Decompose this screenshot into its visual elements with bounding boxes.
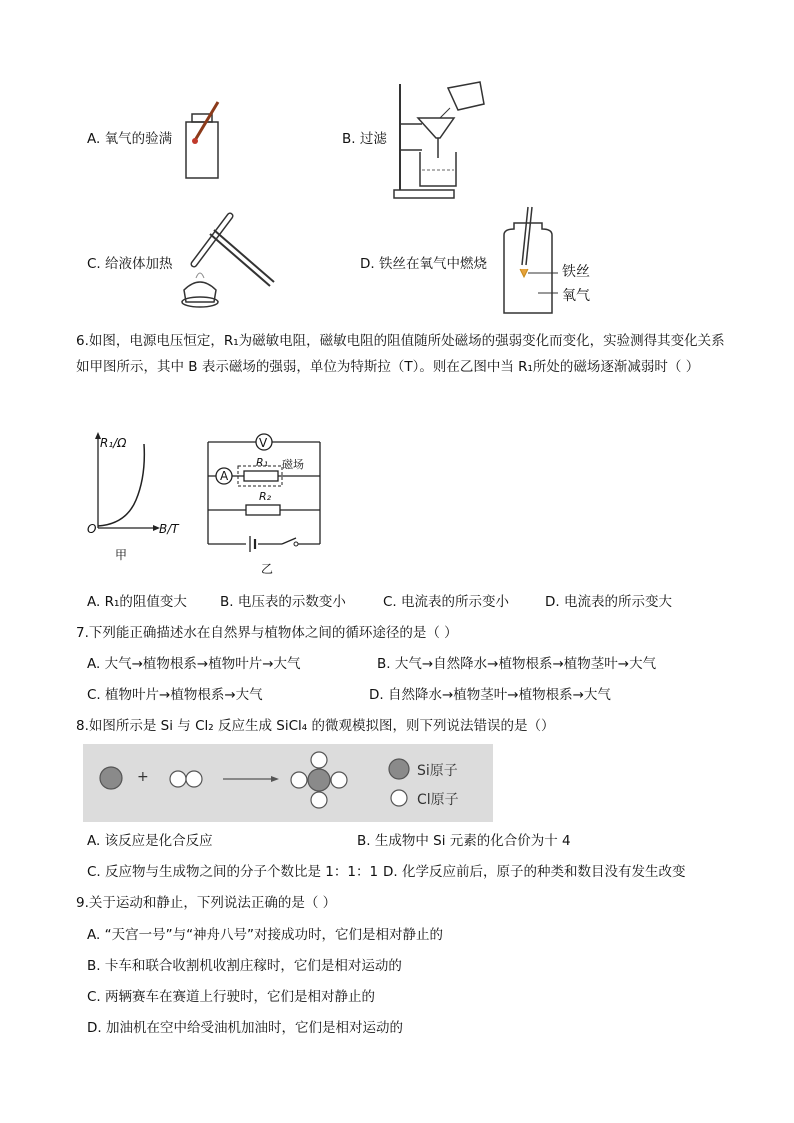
q6-graph-xlabel: B/T: [159, 522, 179, 536]
q6-voltmeter-label: V: [259, 436, 268, 450]
q6-option-d: D. 电流表的所示变大: [545, 594, 672, 610]
q6-graph-caption: 甲: [115, 548, 128, 562]
q5-option-c-label: C. 给液体加热: [87, 256, 173, 272]
q9-option-d: D. 加油机在空中给受油机加油时，它们是相对运动的: [87, 1020, 403, 1036]
q9-stem: 9.关于运动和静止，下列说法正确的是（ ）: [76, 895, 337, 911]
oxygen-test-apparatus-icon: [180, 100, 230, 180]
q9-option-b: B. 卡车和联合收割机收割庄稼时，它们是相对运动的: [87, 958, 402, 974]
q5-d-wire-label: 铁丝: [562, 264, 590, 280]
q6-r1-label: R₁: [256, 456, 269, 469]
q8-legend-cl: Cl原子: [417, 792, 459, 808]
q6-circuit-caption: 乙: [261, 562, 274, 576]
q7-option-a: A. 大气→植物根系→植物叶片→大气: [87, 656, 301, 672]
q5-option-a-label: A. 氧气的验满: [87, 131, 173, 147]
q8-molecular-diagram: [83, 744, 493, 822]
q7-stem: 7.下列能正确描述水在自然界与植物体之间的循环途径的是（ ）: [76, 625, 458, 641]
q6-option-a: A. R₁的阻值变大: [87, 594, 187, 610]
q6-graph-origin: O: [87, 522, 97, 536]
q8-option-b: B. 生成物中 Si 元素的化合价为十 4: [357, 833, 571, 849]
q8-plus-sign: +: [137, 769, 149, 785]
q6-option-b: B. 电压表的示数变小: [220, 594, 346, 610]
q8-stem: 8.如图所示是 Si 与 Cl₂ 反应生成 SiCl₄ 的微观模拟图，则下列说法错误的是（）: [76, 718, 555, 734]
q5-option-b-label: B. 过滤: [342, 131, 387, 147]
q7-option-c: C. 植物叶片→植物根系→大气: [87, 687, 263, 703]
q6-field-label: 磁场: [282, 458, 304, 471]
q6-stem: 6.如图，电源电压恒定，R₁为磁敏电阻，磁敏电阻的阻值随所处磁场的强弱变化而变化，实验测得其变化关系如甲图所示，其中 B 表示磁场的强弱，单位为特斯拉（T）。则在乙图中当 R₁所处的磁场逐渐减弱时（ ）: [76, 333, 725, 375]
liquid-heating-apparatus-icon: [170, 212, 280, 312]
q6-option-c: C. 电流表的所示变小: [383, 594, 510, 610]
q8-option-c: C. 反应物与生成物之间的分子个数比是 1：1：1: [87, 864, 379, 880]
filtration-apparatus-icon: [392, 80, 492, 200]
q5-d-gas-label: 氧气: [562, 288, 590, 304]
q6-ammeter-label: A: [220, 469, 229, 483]
q8-legend-si: Si原子: [417, 763, 458, 779]
q9-option-c: C. 两辆赛车在赛道上行驶时，它们是相对静止的: [87, 989, 376, 1005]
q6-graph-ylabel: R₁/Ω: [100, 436, 127, 450]
q5-option-d-label: D. 铁丝在氧气中燃烧: [360, 256, 487, 272]
q8-option-a: A. 该反应是化合反应: [87, 833, 213, 849]
q6-r2-label: R₂: [259, 490, 272, 503]
iron-wire-combustion-icon: [498, 205, 558, 317]
q7-option-b: B. 大气→自然降水→植物根系→植物茎叶→大气: [377, 656, 657, 672]
q8-option-d: D. 化学反应前后，原子的种类和数目没有发生改变: [383, 864, 686, 880]
q7-option-d: D. 自然降水→植物茎叶→植物根系→大气: [369, 687, 611, 703]
q9-option-a: A. “天宫一号”与“神舟八号”对接成功时，它们是相对静止的: [87, 927, 444, 943]
